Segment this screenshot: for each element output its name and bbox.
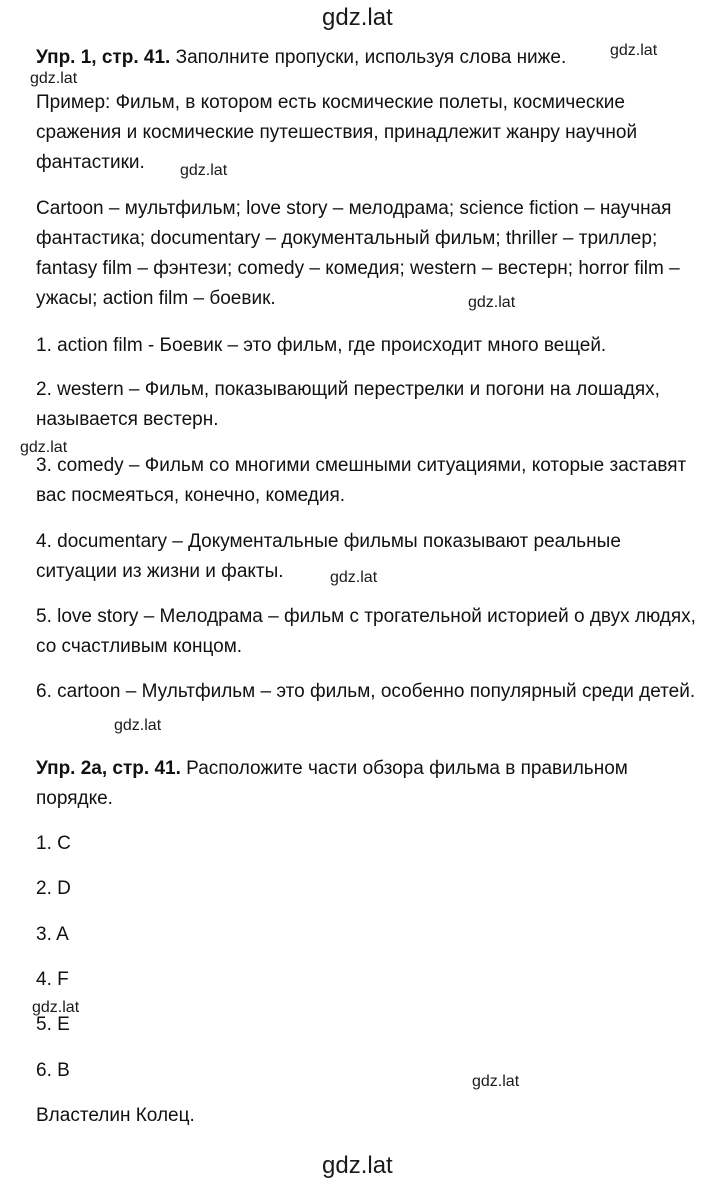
ex1-title [36,43,706,73]
watermark: gdz.lat [114,717,162,734]
watermark: gdz.lat [32,999,80,1016]
ex1-answer-4: 4. documentary – Документальные фильмы показывают реальные ситуации из жизни и факты. [36,531,621,582]
ex2-title [36,754,706,814]
ex2-instruction: Расположите части обзора фильма в правильном порядке. [36,758,628,809]
ex2-heading: Упр. 2a, стр. 41. [36,758,181,779]
watermark-bottom: gdz.lat [322,1152,393,1179]
watermark: gdz.lat [610,42,658,59]
watermark: gdz.lat [20,439,68,456]
watermark: gdz.lat [30,70,78,87]
watermark: gdz.lat [472,1073,520,1090]
watermark: gdz.lat [468,294,516,311]
ex2-answer-3: 3. A [36,924,69,945]
watermark-top: gdz.lat [322,4,393,31]
ex1-instruction: Заполните пропуски, используя слова ниже. [175,47,567,68]
ex2-answer-4: 4. F [36,969,69,990]
ex2-final-answer: Властелин Колец. [36,1105,195,1126]
ex2-answer-1: 1. C [36,833,71,854]
ex1-answer-1: 1. action film - Боевик – это фильм, где происходит много вещей. [36,335,607,356]
watermark: gdz.lat [180,162,228,179]
ex2-answer-5: 5. E [36,1014,70,1035]
ex1-answer-6: 6. cartoon – Мультфильм – это фильм, особенно популярный среди детей. [36,681,696,702]
ex2-answer-2: 2. D [36,878,71,899]
ex1-answer-5: 5. love story – Мелодрама – фильм с трогательной историей о двух людях, со счастливым концом. [36,606,696,657]
ex1-answer-2: 2. western – Фильм, показывающий перестрелки и погони на лошадях, называется вестерн. [36,379,660,430]
ex1-glossary: Cartoon – мультфильм; love story – мелодрама; science fiction – научная фантастика; documentary – документальный фильм; thriller – триллер; fantasy film – фэнтези; comedy – комедия; western – вестерн; horror film – ужасы; action film – боевик. [36,198,680,309]
ex1-heading: Упр. 1, стр. 41. [36,47,171,68]
ex1-example: Пример: Фильм, в котором есть космические полеты, космические сражения и космические путешествия, принадлежит жанру научной фантастики. [36,92,638,173]
ex1-answer-3: 3. comedy – Фильм со многими смешными ситуациями, которые заставят вас посмеяться, конечно, комедия. [36,455,687,506]
ex2-answer-6: 6. B [36,1060,70,1081]
watermark: gdz.lat [330,569,378,586]
